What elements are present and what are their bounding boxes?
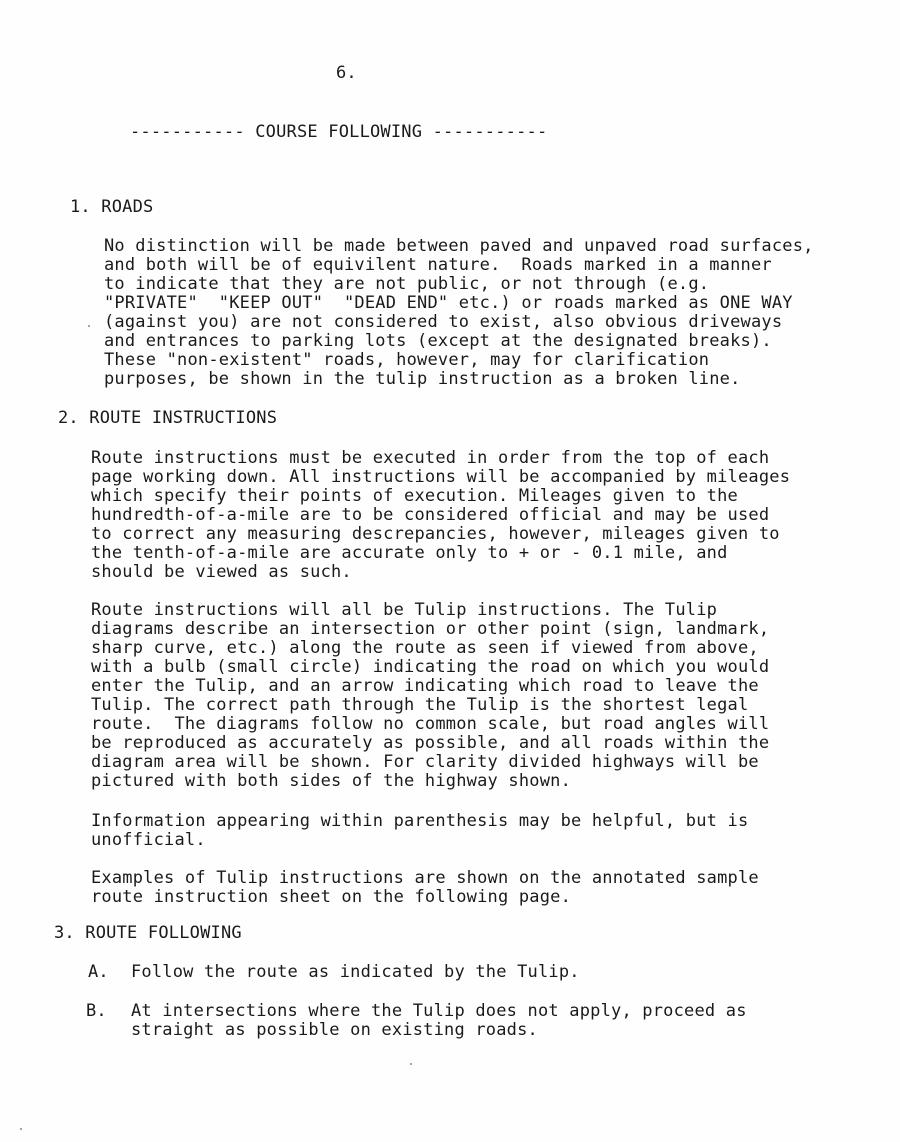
heading-route-following: 3. ROUTE FOLLOWING [54, 923, 242, 943]
item-text-b [131, 1002, 747, 1040]
text-line: unofficial. [91, 830, 206, 850]
item-label-b: B. [86, 1001, 107, 1021]
paragraph-route-instructions-3 [91, 812, 748, 850]
text-line: to correct any measuring descrepancies, however, mileages given to [91, 524, 780, 544]
text-line: "PRIVATE" "KEEP OUT" "DEAD END" etc.) or roads marked as ONE WAY [104, 293, 793, 313]
text-line: with a bulb (small circle) indicating the road on which you would [91, 657, 770, 677]
text-line: be reproduced as accurately as possible, and all roads within the [91, 733, 770, 753]
text-line: pictured with both sides of the highway shown. [91, 771, 572, 791]
page-number: 6. [336, 63, 357, 83]
text-line: straight as possible on existing roads. [131, 1020, 538, 1040]
text-line: and both will be of equivilent nature. Roads marked in a manner [104, 255, 772, 275]
text-line: (against you) are not considered to exist, also obvious driveways [104, 312, 783, 332]
text-line: Examples of Tulip instructions are shown on the annotated sample [91, 868, 759, 888]
text-line: No distinction will be made between paved and unpaved road surfaces, [104, 236, 814, 256]
text-line: These "non-existent" roads, however, may for clarification [104, 350, 710, 370]
paragraph-route-instructions-4 [91, 869, 759, 907]
text-line: sharp curve, etc.) along the route as seen if viewed from above, [91, 638, 759, 658]
text-line: route. The diagrams follow no common scale, but road angles will [91, 714, 770, 734]
text-line: purposes, be shown in the tulip instruction as a broken line. [104, 369, 741, 389]
text-line: Route instructions will all be Tulip instructions. The Tulip [91, 600, 718, 620]
item-label-a: A. [88, 962, 109, 982]
item-text-a [131, 963, 580, 982]
text-line: diagrams describe an intersection or other point (sign, landmark, [91, 619, 770, 639]
text-line: Information appearing within parenthesis may be helpful, but is [91, 811, 749, 831]
text-line: the tenth-of-a-mile are accurate only to + or - 0.1 mile, and [91, 543, 728, 563]
text-line: Follow the route as indicated by the Tulip. [131, 962, 580, 982]
text-line: page working down. All instructions will be accompanied by mileages [91, 467, 791, 487]
scan-speck [88, 325, 90, 327]
text-line: At intersections where the Tulip does not apply, proceed as [131, 1001, 747, 1021]
scan-speck [410, 1063, 412, 1065]
paragraph-roads [104, 237, 814, 389]
paragraph-route-instructions-1 [91, 449, 790, 582]
text-line: diagram area will be shown. For clarity divided highways will be [91, 752, 759, 772]
text-line: which specify their points of execution. Mileages given to the [91, 486, 738, 506]
text-line: to indicate that they are not public, or not through (e.g. [104, 274, 710, 294]
text-line: enter the Tulip, and an arrow indicating which road to leave the [91, 676, 759, 696]
heading-roads: 1. ROADS [70, 197, 154, 217]
scan-speck [20, 1128, 22, 1130]
paragraph-route-instructions-2 [91, 601, 769, 791]
text-line: and entrances to parking lots (except at the designated breaks). [104, 331, 772, 351]
text-line: hundredth-of-a-mile are to be considered official and may be used [91, 505, 770, 525]
text-line: Tulip. The correct path through the Tulip is the shortest legal [91, 695, 749, 715]
text-line: should be viewed as such. [91, 562, 352, 582]
heading-route-instructions: 2. ROUTE INSTRUCTIONS [58, 408, 278, 428]
section-title: ----------- COURSE FOLLOWING ----------- [130, 122, 548, 142]
text-line: Route instructions must be executed in order from the top of each [91, 448, 770, 468]
text-line: route instruction sheet on the following page. [91, 887, 572, 907]
